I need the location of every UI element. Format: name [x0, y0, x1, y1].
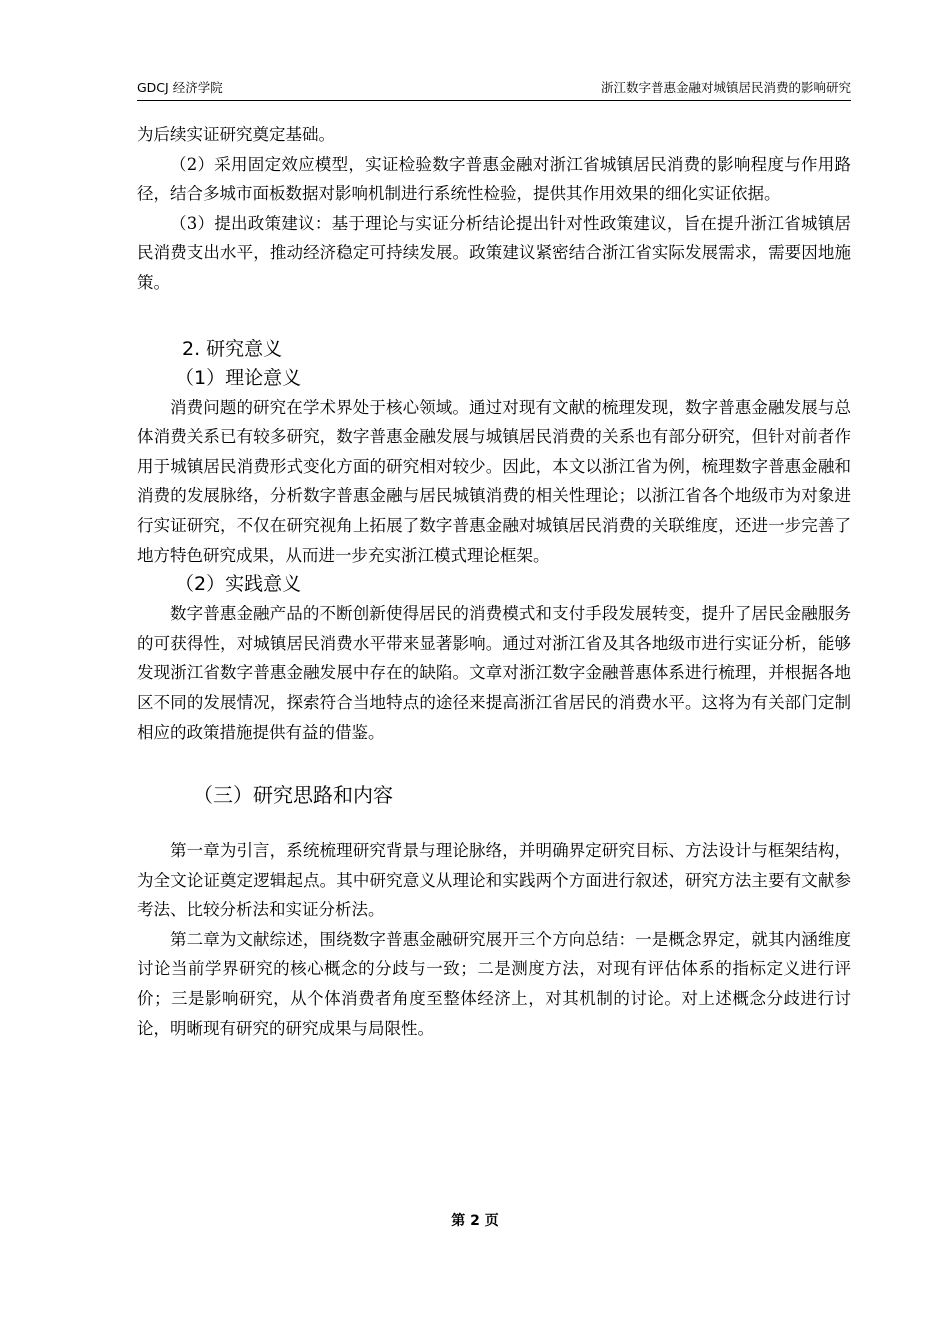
- paragraph-practical-significance: 数字普惠金融产品的不断创新使得居民的消费模式和支付手段发展转变，提升了居民金融服务的可获得性，对城镇居民消费水平带来显著影响。通过对浙江省及其各地级市进行实证分析，能够发现浙江省数字普惠金融发展中存在的缺陷。文章对浙江数字金融普惠体系进行梳理，并根据各地区不同的发展情况，探索符合当地特点的途径来提高浙江省居民的消费水平。这将为有关部门定制相应的政策措施提供有益的借鉴。: [137, 604, 851, 742]
- heading-research-significance: 2. 研究意义: [182, 337, 283, 360]
- heading-practical-significance: （2）实践意义: [175, 573, 302, 596]
- paragraph-objective-3: （3）提出政策建议：基于理论与实证分析结论提出针对性政策建议，旨在提升浙江省城镇居民消费支出水平，推动经济稳定可持续发展。政策建议紧密结合浙江省实际发展需求，需要因地施策。: [137, 213, 851, 292]
- header-rule: [137, 100, 851, 101]
- heading-theoretical-significance: （1）理论意义: [175, 366, 302, 389]
- paragraph-chapter-1: 第一章为引言，系统梳理研究背景与理论脉络，并明确界定研究目标、方法设计与框架结构，为全文论证奠定逻辑起点。其中研究意义从理论和实践两个方面进行叙述，研究方法主要有文献参考法、比较分析法和实证分析法。: [137, 841, 851, 920]
- page-body: [137, 120, 851, 1043]
- page-number: 第 2 页: [451, 1213, 499, 1229]
- header-institution: GDCJ 经济学院: [137, 80, 223, 95]
- paragraph-continued: 为后续实证研究奠定基础。: [137, 125, 335, 144]
- paragraph-theoretical-significance: 消费问题的研究在学术界处于核心领域。通过对现有文献的梳理发现，数字普惠金融发展与总体消费关系已有较多研究，数字普惠金融发展与城镇居民消费的关系也有部分研究，但针对前者作用于城镇居民消费形式变化方面的研究相对较少。因此，本文以浙江省为例，梳理数字普惠金融和消费的发展脉络，分析数字普惠金融与居民城镇消费的相关性理论；以浙江省各个地级市为对象进行实证研究，不仅在研究视角上拓展了数字普惠金融对城镇居民消费的关联维度，还进一步完善了地方特色研究成果，从而进一步充实浙江模式理论框架。: [137, 397, 851, 565]
- header-paper-title: 浙江数字普惠金融对城镇居民消费的影响研究: [600, 80, 851, 95]
- heading-research-approach: （三）研究思路和内容: [193, 783, 393, 808]
- paragraph-chapter-2: 第二章为文献综述，围绕数字普惠金融研究展开三个方向总结：一是概念界定，就其内涵维度讨论当前学界研究的核心概念的分歧与一致；二是测度方法，对现有评估体系的指标定义进行评价；三是影响研究，从个体消费者角度至整体经济上，对其机制的讨论。对上述概念分歧进行讨论，明晰现有研究的研究成果与局限性。: [137, 929, 851, 1038]
- paragraph-objective-2: （2）采用固定效应模型，实证检验数字普惠金融对浙江省城镇居民消费的影响程度与作用路径，结合多城市面板数据对影响机制进行系统性检验，提供其作用效果的细化实证依据。: [137, 154, 851, 204]
